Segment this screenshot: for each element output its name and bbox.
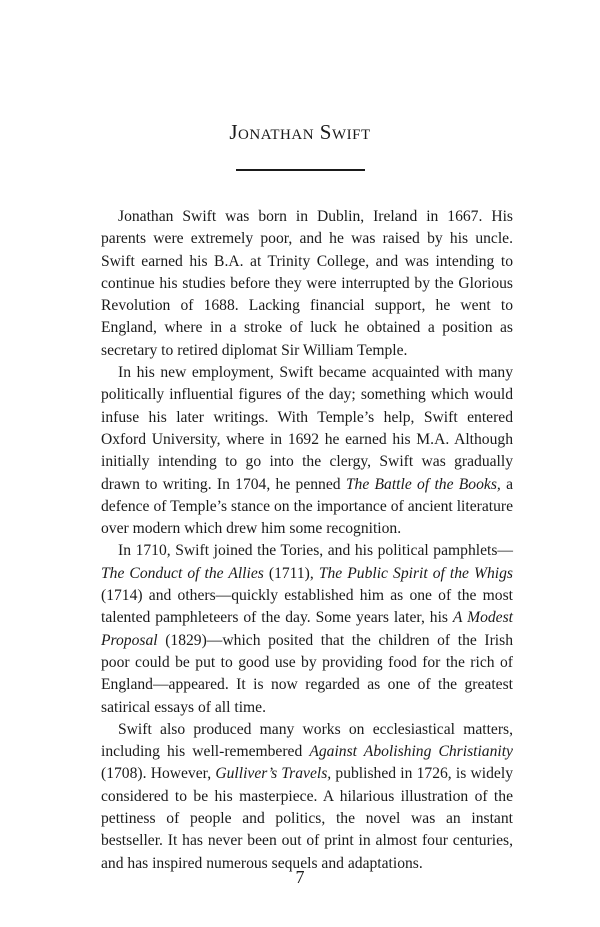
paragraph-2 xyxy=(101,362,513,540)
text-run: Jonathan Swift was born in Dublin, Ireland in 1667. His parents were extremely poor, and he was raised by his uncle. Swift earned his B.A. at Trinity College, and was intending to continue his studies before they were interrupted by the Glorious Revolution of 1688. Lacking financial support, he went to England, where in a stroke of luck he obtained a position as secretary to retired diplomat Sir William Temple. xyxy=(101,208,513,359)
title-divider xyxy=(236,169,365,171)
text-run: (1708). However, xyxy=(101,765,216,783)
page-number: 7 xyxy=(295,867,305,887)
italic-title-run: The Battle of the Books, xyxy=(345,475,501,493)
chapter-title: Jonathan Swift xyxy=(229,120,371,144)
italic-title-run: Gulliver’s Travels, xyxy=(215,765,332,783)
italic-title-run: The Conduct of the Allies xyxy=(101,564,264,582)
text-run: Swift also produced many works on ecclesiastical matters, including his well-remembered xyxy=(101,720,513,761)
italic-title-run: A Modest Proposal xyxy=(101,609,513,649)
text-run: (1714) and others—quickly established him as one of the most talented pamphleteers of the day. Some years later, his xyxy=(101,587,513,627)
text-run: In 1710, Swift joined the Tories, and his political pamphlets— xyxy=(118,542,513,560)
paragraph-3 xyxy=(101,540,513,718)
text-run: (1711), xyxy=(263,564,319,582)
text-run: In his new employment, Swift became acquainted with many politically influential figures of the day; something which would infuse his later writings. With Temple’s help, Swift entered Oxford University, where in 1692 he earned his M.A. Although initially intending to go into the clergy, Swift was gradually drawn to writing. In 1704, he penned xyxy=(101,364,513,493)
paragraph-4 xyxy=(101,719,513,875)
body-text xyxy=(101,206,513,875)
text-run: published in 1726, is widely considered to be his masterpiece. A hilarious illustration of the pettiness of people and politics, the novel was an instant bestseller. It has never been out of print in almost four centuries, and has inspired numerous sequels and adaptations. xyxy=(101,765,513,872)
italic-title-run: The Public Spirit of the Whigs xyxy=(318,564,513,582)
text-run: a defence of Temple’s stance on the importance of ancient literature over modern which drew him some recognition. xyxy=(101,475,513,538)
italic-title-run: Against Abolishing Christianity xyxy=(309,743,513,761)
text-run: (1829)—which posited that the children of the Irish poor could be put to good use by providing food for the rich of England—appeared. It is now regarded as one of the greatest satirical essays of all time. xyxy=(101,631,513,716)
paragraph-1 xyxy=(101,206,513,362)
